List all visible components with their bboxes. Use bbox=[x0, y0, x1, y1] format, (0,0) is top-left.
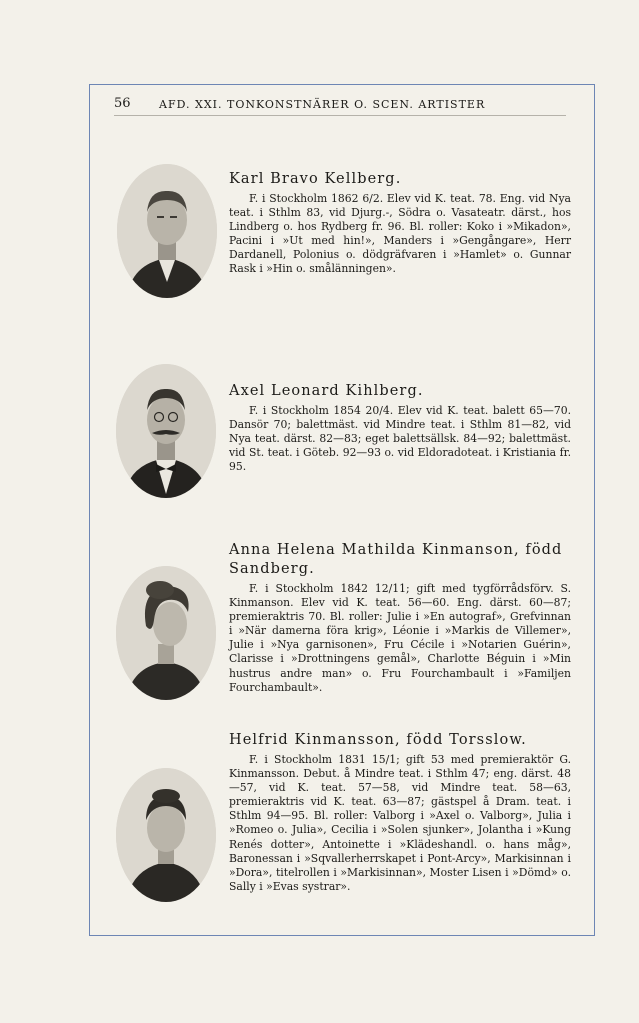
entry-body: F. i Stockholm 1862 6/2. Elev vid K. teat. 78. Eng. vid Nya teat. i Sthlm 83, vid Djurg.-, Södra o. Vasateatr. därst., hos Lindberg o. hos Rydberg fr. 96. Bl. roller: Koko i »Mikadon», Pacini i »Ut med hin!», Manders i »Gengångare», Herr Dardanell, Polonius o. dödgräfvaren i »Hamlet» o. Gunnar Rask i »Hin o. smålänningen». bbox=[229, 192, 571, 276]
entry-helfrid-kinmansson bbox=[229, 731, 571, 894]
portrait-anna-kinmanson bbox=[116, 566, 216, 700]
entry-name: Anna Helena Mathilda Kinmanson, född Sandberg. bbox=[229, 542, 563, 577]
entry-name: Karl Bravo Kellberg. bbox=[229, 171, 402, 187]
entry-name: Helfrid Kinmansson, född Torsslow. bbox=[229, 732, 527, 748]
entry-kihlberg bbox=[229, 382, 571, 474]
header-rule bbox=[114, 115, 566, 116]
entry-body: F. i Stockholm 1842 12/11; gift med tygförrådsförv. S. Kinmanson. Elev vid K. teat. 56—60. Eng. därst. 60—87; premieraktris 70. Bl. roller: Julie i »En autograf», Grefvinnan i »När damerna föra krig», Léonie i »Markis de Villemer», Julie i »Nya garnisonen», Fru Cécile i »Notarien Guérin», Clarisse i »Drottningens gemål», Charlotte Béguin i »Min hustrus andre man» o. Fru Fourchambault i »Familjen Fourchambault». bbox=[229, 582, 571, 694]
portrait-kellberg bbox=[117, 164, 217, 298]
entry-kellberg bbox=[229, 170, 571, 277]
entry-anna-kinmanson bbox=[229, 541, 571, 695]
page-number: 56 bbox=[114, 96, 131, 111]
portrait-helfrid-kinmansson bbox=[116, 768, 216, 902]
entry-name: Axel Leonard Kihlberg. bbox=[229, 383, 424, 399]
page-header bbox=[114, 96, 570, 116]
entry-body: F. i Stockholm 1831 15/1; gift 53 med premieraktör G. Kinmansson. Debut. å Mindre teat. i Sthlm 47; eng. därst. 48—57, vid K. teat. 57—58, vid Mindre teat. 58—63, premieraktris vid K. teat. 63—87; gästspel å Dram. teat. i Sthlm 94—95. Bl. roller: Valborg i »Axel o. Valborg», Julia i »Romeo o. Julia», Cecilia i »Solen sjunker», Jolantha i »Kung Renés dotter», Antoinette i »Klädeshandl. o. hans måg», Baronessan i »Sqvallerherrskapet i Pont-Arcy», Markisinnan i »Dora», titelrollen i »Markisinnan», Moster Lisen i »Dömd» o. Sally i »Evas systrar». bbox=[229, 753, 571, 893]
portrait-kihlberg bbox=[116, 364, 216, 498]
entry-body: F. i Stockholm 1854 20/4. Elev vid K. teat. balett 65—70. Dansör 70; balettmäst. vid Mindre teat. i Sthlm 81—82, vid Nya teat. därst. 82—83; eget balettsällsk. 84—92; balettmäst. vid St. teat. i Göteb. 92—93 o. vid Eldoradoteat. i Kristiania fr. 95. bbox=[229, 404, 571, 474]
running-title: AFD. XXI. TONKONSTNÄRER O. SCEN. ARTISTER bbox=[159, 98, 486, 111]
